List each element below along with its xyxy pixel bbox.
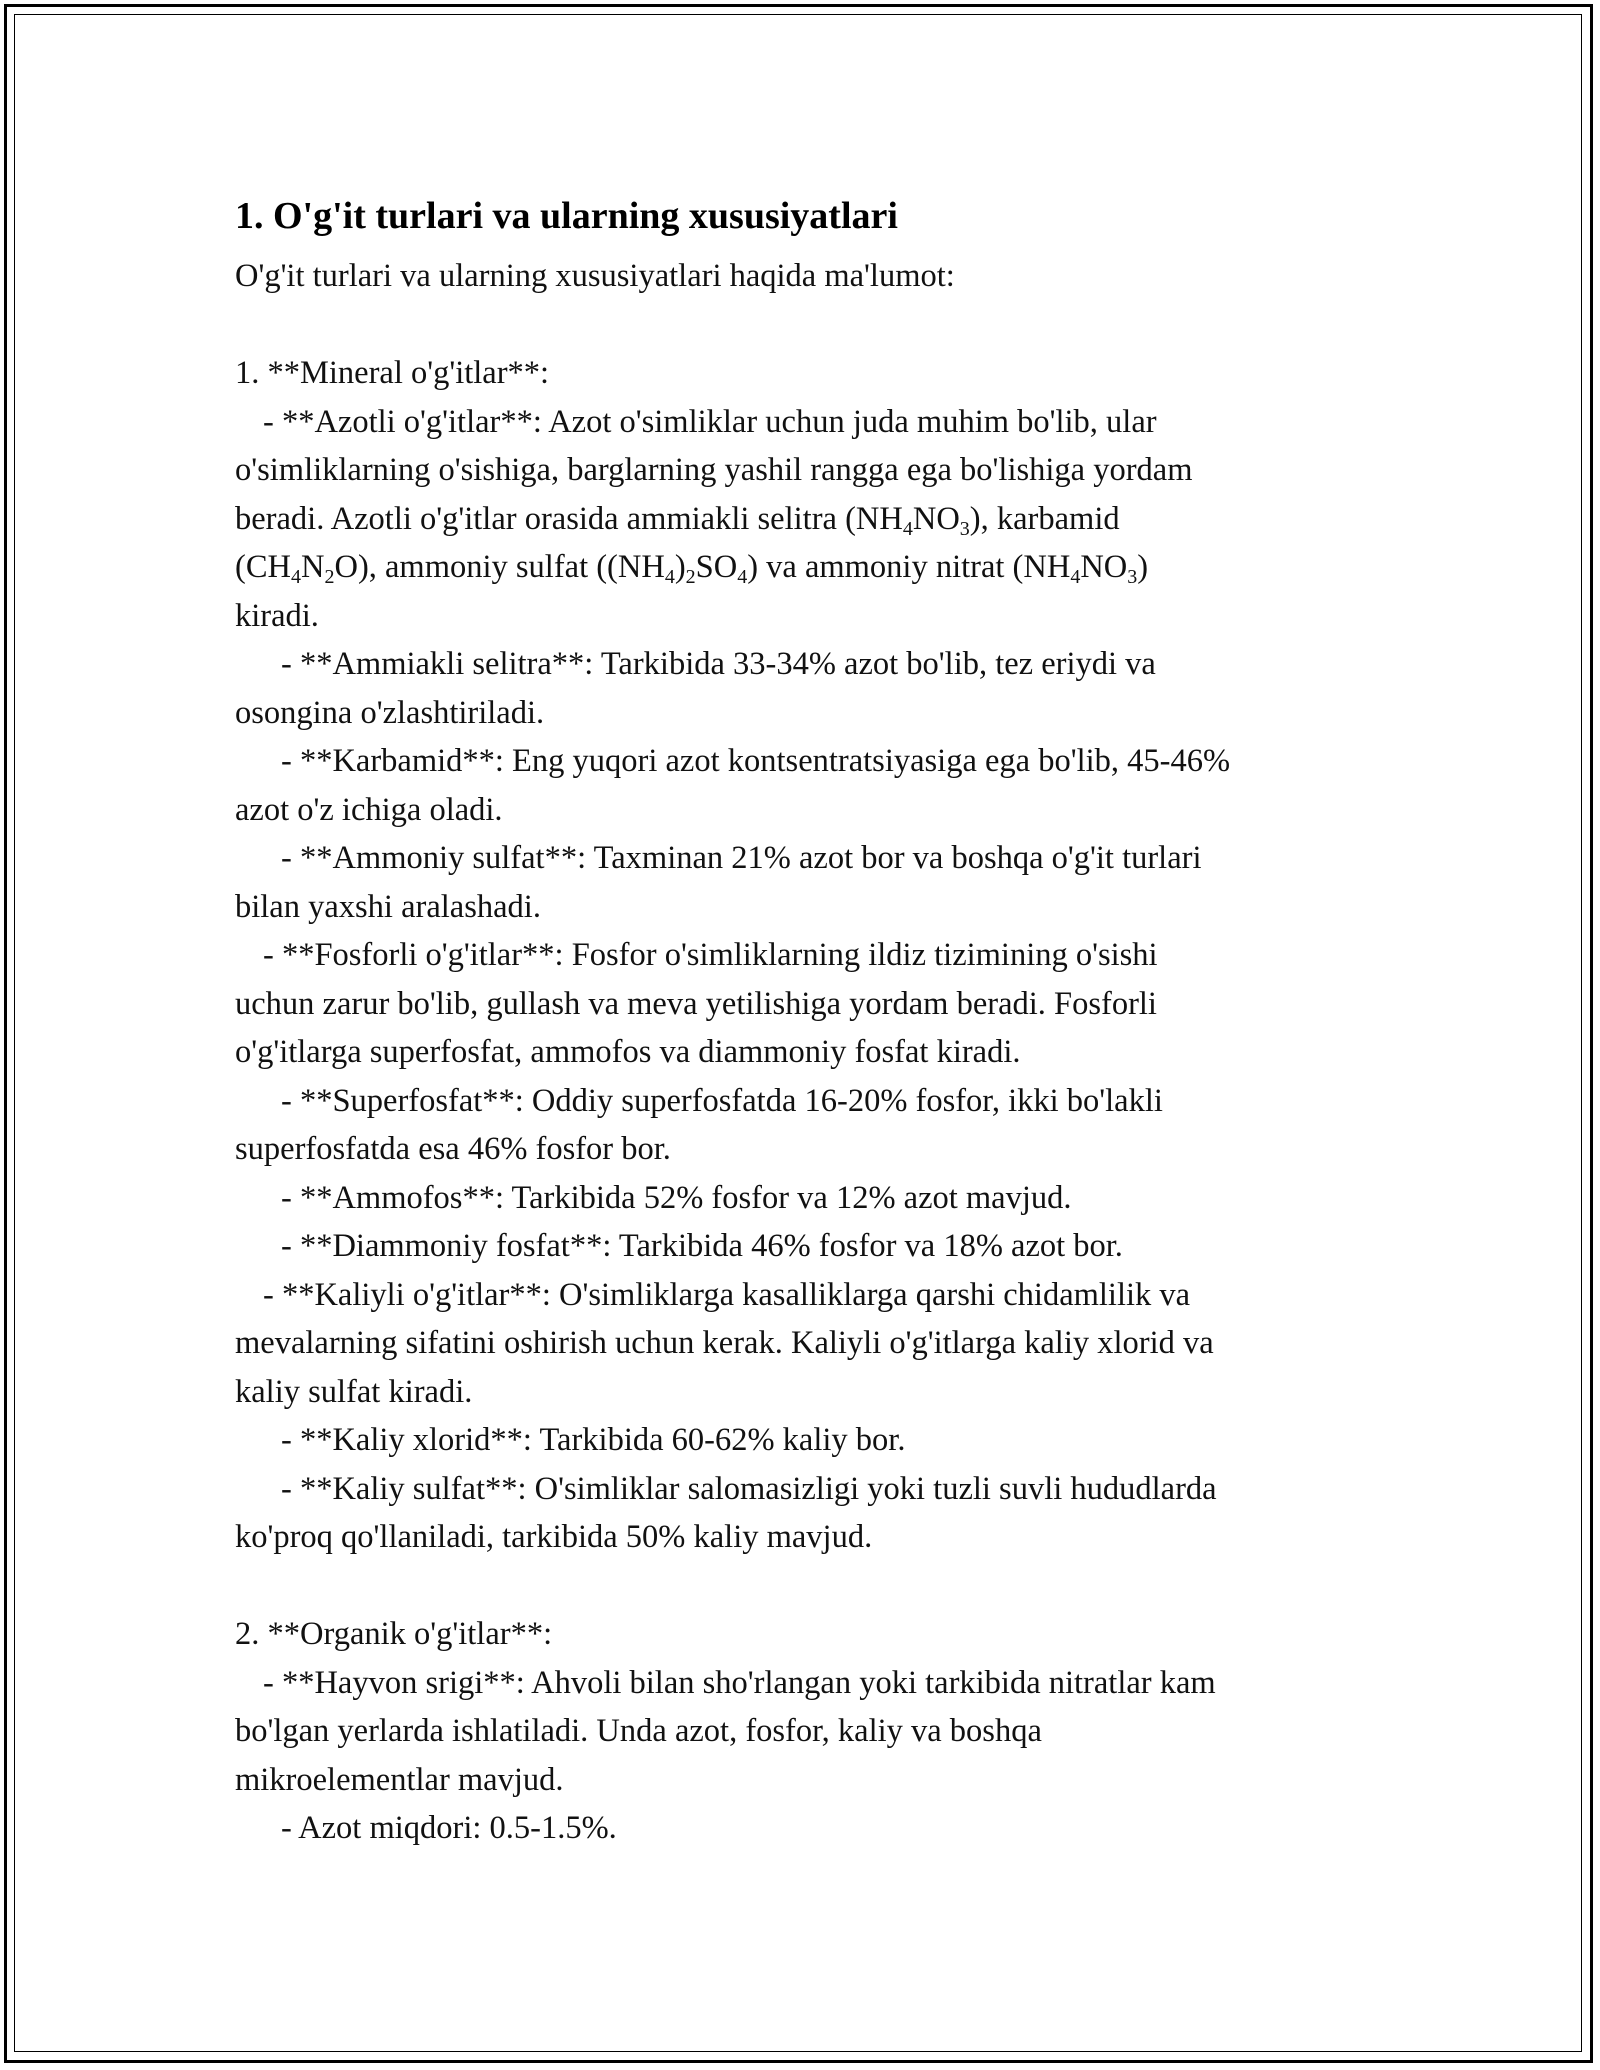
azot-miqdori-line: - Azot miqdori: 0.5-1.5%. — [281, 1810, 617, 1846]
hayvon-line-1: - **Hayvon srigi**: Ahvoli bilan sho'rlangan yoki tarkibida nitratlar kam — [263, 1664, 1216, 1701]
intro-text: O'g'it turlari va ularning xususiyatlari haqida ma'lumot: — [235, 258, 955, 294]
subscript: 4 — [664, 566, 675, 588]
kaliyli-line-1: - **Kaliyli o'g'itlar**: O'simliklarga kasalliklarga qarshi chidamlilik va — [263, 1276, 1191, 1313]
superfosfat-line-2: superfosfatda esa 46% fosfor bor. — [235, 1131, 671, 1167]
text-span: (CH — [235, 549, 291, 585]
fosforli-line-2: uchun zarur bo'lib, gullash va meva yetilishiga yordam beradi. Fosforli — [235, 985, 1157, 1022]
diammoniy-line: - **Diammoniy fosfat**: Tarkibida 46% fosfor va 18% azot bor. — [281, 1228, 1123, 1264]
subscript: 3 — [959, 517, 970, 540]
ammiakli-line-2: osongina o'zlashtiriladi. — [235, 694, 545, 731]
text-span: ) — [1137, 549, 1149, 585]
subscript: 4 — [290, 566, 301, 588]
text-span: ) va ammoniy nitrat (NH — [747, 549, 1071, 585]
azotli-line-5: kiradi. — [235, 597, 319, 634]
blank-line — [235, 1562, 1360, 1611]
kaliyli-line-3: kaliy sulfat kiradi. — [235, 1373, 473, 1410]
text-span: NO — [1080, 549, 1128, 585]
subscript: 4 — [902, 517, 913, 540]
hayvon-line-2: bo'lgan yerlarda ishlatiladi. Unda azot, fosfor, kaliy va boshqa — [235, 1713, 1042, 1749]
text-span: ), karbamid — [969, 500, 1120, 537]
karbamid-line-1: - **Karbamid**: Eng yuqori azot kontsentratsiyasiga ega bo'lib, 45-46% — [281, 743, 1231, 779]
ammoniy-sulfat-line-1: - **Ammoniy sulfat**: Taxminan 21% azot bor va boshqa o'g'it turlari — [281, 840, 1202, 876]
fosforli-line-1: - **Fosforli o'g'itlar**: Fosfor o'simliklarning ildiz tizimining o'sishi — [263, 937, 1158, 973]
superfosfat-line-1: - **Superfosfat**: Oddiy superfosfatda 16-20% fosfor, ikki bo'lakli — [281, 1082, 1163, 1119]
text-span: beradi. Azotli o'g'itlar orasida ammiakli selitra (NH — [235, 500, 903, 537]
fosforli-line-3: o'g'itlarga superfosfat, ammofos va diammoniy fosfat kiradi. — [235, 1034, 1021, 1070]
text-span: ) — [674, 549, 686, 585]
text-span: SO — [695, 549, 738, 585]
azotli-line-2: o'simliklarning o'sishiga, barglarning yashil rangga ega bo'lishiga yordam — [235, 452, 1193, 488]
ammoniy-sulfat-line-2: bilan yaxshi aralashadi. — [235, 888, 541, 925]
subscript: 4 — [1070, 566, 1081, 588]
hayvon-line-3: mikroelementlar mavjud. — [235, 1761, 564, 1798]
subscript: 2 — [324, 566, 335, 588]
text-span: N — [300, 549, 325, 585]
subscript: 3 — [1127, 566, 1138, 588]
subscript: 4 — [737, 566, 748, 588]
karbamid-line-2: azot o'z ichiga oladi. — [235, 791, 503, 828]
kaliy-sulfat-line-2: ko'proq qo'llaniladi, tarkibida 50% kaliy mavjud. — [235, 1519, 873, 1555]
kaliy-sulfat-line-1: - **Kaliy sulfat**: O'simliklar salomasizligi yoki tuzli suvli hududlarda — [281, 1470, 1217, 1507]
kaliy-xlorid-line: - **Kaliy xlorid**: Tarkibida 60-62% kaliy bor. — [281, 1422, 906, 1458]
document-body — [235, 180, 1360, 1853]
text-span: NO — [912, 500, 960, 537]
azotli-line-3 — [235, 495, 1360, 544]
subscript: 2 — [685, 566, 696, 588]
text-span: O), ammoniy sulfat ((NH — [334, 549, 665, 585]
azotli-line-4 — [235, 543, 1360, 592]
kaliyli-line-2: mevalarning sifatini oshirish uchun kerak. Kaliyli o'g'itlarga kaliy xlorid va — [235, 1325, 1214, 1361]
section-heading-organik: 2. **Organik o'g'itlar**: — [235, 1616, 553, 1652]
page-title: 1. O'g'it turlari va ularning xususiyatlari — [235, 195, 898, 237]
azotli-line-1: - **Azotli o'g'itlar**: Azot o'simliklar uchun juda muhim bo'lib, ular — [263, 403, 1157, 440]
ammofos-line: - **Ammofos**: Tarkibida 52% fosfor va 12% azot mavjud. — [281, 1179, 1072, 1216]
blank-line — [235, 301, 1360, 350]
ammiakli-line-1: - **Ammiakli selitra**: Tarkibida 33-34% azot bo'lib, tez eriydi va — [281, 646, 1156, 682]
section-heading-mineral: 1. **Mineral o'g'itlar**: — [235, 355, 550, 391]
